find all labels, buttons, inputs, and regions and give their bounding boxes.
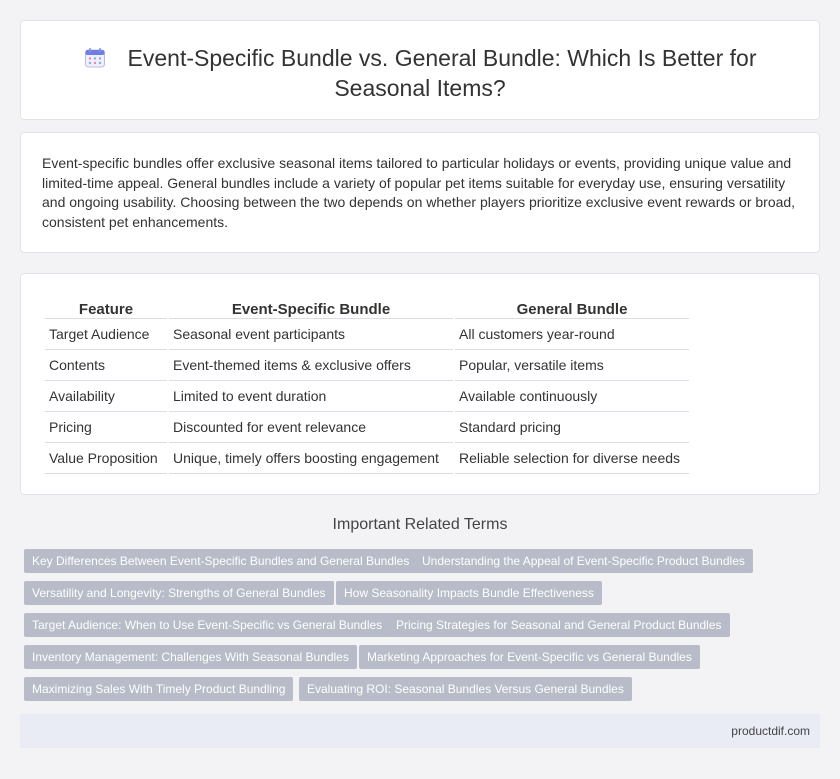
- calendar-icon: [84, 46, 106, 68]
- related-term-link[interactable]: Versatility and Longevity: Strengths of General Bundles: [24, 581, 334, 605]
- table-row: [45, 350, 689, 381]
- related-term-link[interactable]: Marketing Approaches for Event-Specific vs General Bundles: [359, 645, 700, 669]
- page-title-wrap: [61, 43, 779, 103]
- row-general-cell: Available continuously: [455, 381, 689, 412]
- related-term-link[interactable]: Evaluating ROI: Seasonal Bundles Versus General Bundles: [299, 677, 632, 701]
- row-event-cell: Discounted for event relevance: [169, 412, 453, 443]
- row-feature-cell: Contents: [45, 350, 167, 381]
- related-term-link[interactable]: Inventory Management: Challenges With Seasonal Bundles: [24, 645, 357, 669]
- table-row: [45, 443, 689, 474]
- row-feature-cell: Target Audience: [45, 319, 167, 350]
- footer-bar: [20, 714, 820, 748]
- table-row: [45, 319, 689, 350]
- related-term-link[interactable]: Key Differences Between Event-Specific Bundles and General Bundles: [24, 549, 417, 573]
- related-term-link[interactable]: Target Audience: When to Use Event-Specific vs General Bundles: [24, 613, 390, 637]
- related-term-link[interactable]: How Seasonality Impacts Bundle Effectiveness: [336, 581, 602, 605]
- row-event-cell: Event-themed items & exclusive offers: [169, 350, 453, 381]
- comparison-card: [20, 273, 820, 495]
- row-event-cell: Seasonal event participants: [169, 319, 453, 350]
- row-event-cell: Unique, timely offers boosting engagement: [169, 443, 453, 474]
- row-feature-cell: Availability: [45, 381, 167, 412]
- row-general-cell: Popular, versatile items: [455, 350, 689, 381]
- row-feature-cell: Pricing: [45, 412, 167, 443]
- page-title: Event-Specific Bundle vs. General Bundle: Which Is Better for Seasonal Items?: [127, 45, 757, 101]
- intro-paragraph: Event-specific bundles offer exclusive seasonal items tailored to particular holidays or events, providing unique value and limited-time appeal. General bundles include a variety of popular pet items suitable for everyday use, ensuring versatility and ongoing usability. Choosing between the two depends on whether players prioritize exclusive event rewards or broad, consistent pet enhancements.: [42, 155, 796, 230]
- row-general-cell: All customers year-round: [455, 319, 689, 350]
- related-term-link[interactable]: Understanding the Appeal of Event-Specific Product Bundles: [414, 549, 753, 573]
- header-feature: Feature: [45, 297, 167, 319]
- table-row: [45, 381, 689, 412]
- comparison-table: [43, 297, 691, 474]
- related-term-link[interactable]: Maximizing Sales With Timely Product Bundling: [24, 677, 293, 701]
- table-row: [45, 412, 689, 443]
- table-header-row: [45, 297, 689, 319]
- related-terms-heading: Important Related Terms: [332, 516, 508, 533]
- header-general: General Bundle: [455, 297, 689, 319]
- row-general-cell: Reliable selection for diverse needs: [455, 443, 689, 474]
- row-feature-cell: Value Proposition: [45, 443, 167, 474]
- related-term-link[interactable]: Pricing Strategies for Seasonal and General Product Bundles: [388, 613, 730, 637]
- row-general-cell: Standard pricing: [455, 412, 689, 443]
- title-card: [20, 20, 820, 120]
- header-event-specific: Event-Specific Bundle: [169, 297, 453, 319]
- row-event-cell: Limited to event duration: [169, 381, 453, 412]
- intro-card: [20, 132, 820, 253]
- footer-site-link[interactable]: productdif.com: [731, 724, 810, 738]
